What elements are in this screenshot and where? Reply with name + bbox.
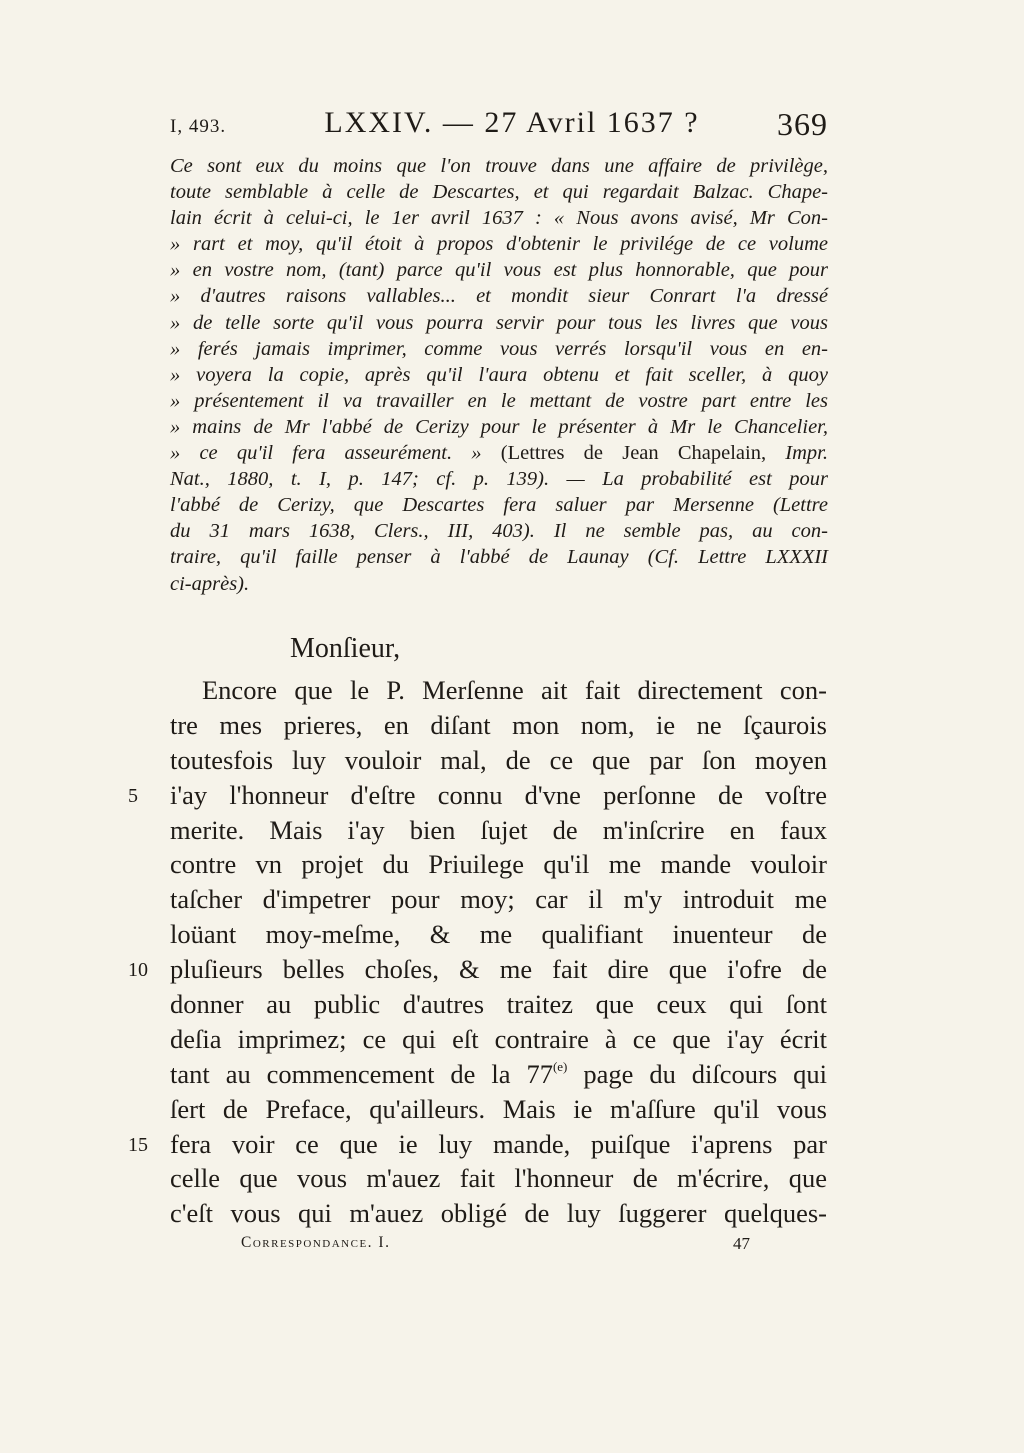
note-text: Impr. bbox=[785, 442, 828, 465]
page-footer bbox=[0, 1230, 1024, 1260]
letter-line: loüant moy-meſme, & me qualifiant inuenteur de bbox=[170, 919, 827, 950]
note-line bbox=[170, 440, 828, 466]
running-head bbox=[0, 106, 1024, 150]
printer-signature: Correspondance. I. bbox=[241, 1234, 391, 1251]
note-text: lain écrit à celui-ci, le 1er avril 1637 : « Nous avons avisé, Mr Con- bbox=[170, 207, 828, 230]
note-text: toute semblable à celle de Descartes, et qui regardait Balzac. Chape- bbox=[170, 181, 828, 204]
letter-line: deſia imprimez; ce qui eſt contraire à ce que i'ay écrit bbox=[170, 1023, 827, 1054]
note-text: » rart et moy, qu'il étoit à propos d'obtenir le privilége de ce volume bbox=[170, 233, 828, 256]
letter-line: i'ay l'honneur d'eſtre connu d'vne perſonne de voſtre bbox=[170, 779, 827, 810]
line-number: 5 bbox=[128, 784, 138, 807]
note-line bbox=[170, 518, 828, 544]
salutation: Monſieur, bbox=[290, 633, 401, 664]
note-line bbox=[170, 544, 828, 570]
note-line bbox=[170, 153, 828, 179]
note-text: » voyera la copie, après qu'il l'aura obtenu et fait sceller, à quoy bbox=[170, 363, 828, 386]
volume-reference: I, 493. bbox=[170, 116, 227, 137]
note-text: » en vostre nom, (tant) parce qu'il vous est plus honnorable, que pour bbox=[170, 259, 828, 282]
note-text: » d'autres raisons vallables... et mondit sieur Conrart l'a dressé bbox=[170, 285, 828, 308]
editorial-note bbox=[170, 153, 828, 597]
note-line bbox=[170, 414, 828, 440]
note-text: » ferés jamais imprimer, comme vous verrés lorsqu'il vous en en- bbox=[170, 337, 828, 360]
letter-line: pluſieurs belles choſes, & me fait dire que i'ofre de bbox=[170, 954, 827, 985]
note-text: l'abbé de Cerizy, que Descartes fera saluer par Mersenne (Lettre bbox=[170, 494, 828, 517]
note-line bbox=[170, 336, 828, 362]
letter-body bbox=[170, 673, 827, 1231]
note-line bbox=[170, 310, 828, 336]
superscript-note: (e) bbox=[552, 1058, 568, 1074]
line-number: 10 bbox=[128, 959, 148, 982]
letter-line: Encore que le P. Merſenne ait fait directement con- bbox=[202, 675, 827, 705]
note-text: » ce qu'il fera asseurément. » bbox=[170, 442, 501, 465]
note-text: » présentement il va travailler en le mettant de vostre part entre les bbox=[170, 389, 828, 412]
letter-line: fera voir ce que ie luy mande, puiſque i'aprens par bbox=[170, 1128, 827, 1159]
letter-line: donner au public d'autres traitez que ceux qui ſont bbox=[170, 989, 827, 1020]
letter-text: page du diſcours qui bbox=[567, 1058, 827, 1089]
letter-line: c'eſt vous qui m'auez obligé de luy ſuggerer quelques- bbox=[170, 1198, 827, 1229]
note-line bbox=[170, 466, 828, 492]
note-line bbox=[170, 362, 828, 388]
note-line bbox=[170, 571, 828, 597]
note-text: Ce sont eux du moins que l'on trouve dans une affaire de privilège, bbox=[170, 155, 828, 177]
note-line bbox=[170, 388, 828, 414]
page-number: 369 bbox=[777, 106, 828, 142]
note-line bbox=[170, 231, 828, 257]
note-text: » mains de Mr l'abbé de Cerizy pour le présenter à Mr le Chancelier, bbox=[170, 415, 828, 438]
letter-line: tre mes prieres, en diſant mon nom, ie ne ſçaurois bbox=[170, 709, 827, 740]
signature-number: 47 bbox=[733, 1234, 750, 1253]
note-line bbox=[170, 205, 828, 231]
letter-line: contre vn projet du Priuilege qu'il me mande vouloir bbox=[170, 849, 827, 880]
note-line bbox=[170, 257, 828, 283]
note-line bbox=[170, 179, 828, 205]
letter-line bbox=[170, 1057, 827, 1092]
note-text: (Lettres de Jean Chapelain, bbox=[500, 442, 786, 465]
letter-line: ſert de Preface, qu'ailleurs. Mais ie m'aſſure qu'il vous bbox=[170, 1093, 827, 1124]
note-text: » de telle sorte qu'il vous pourra servir pour tous les livres que vous bbox=[170, 311, 828, 334]
note-line bbox=[170, 283, 828, 309]
letter-line: celle que vous m'auez fait l'honneur de m'écrire, que bbox=[170, 1163, 827, 1194]
letter-text: tant au commencement de la 77 bbox=[170, 1058, 553, 1089]
letter-heading: LXXIV. — 27 Avril 1637 ? bbox=[324, 106, 700, 139]
note-text: Nat., 1880, t. I, p. 147; cf. p. 139). — La probabilité est pour bbox=[170, 468, 828, 491]
note-line bbox=[170, 492, 828, 518]
letter-line: merite. Mais i'ay bien ſujet de m'inſcrire en faux bbox=[170, 814, 827, 845]
letter-line: taſcher d'impetrer pour moy; car il m'y introduit me bbox=[170, 884, 827, 915]
note-text: traire, qu'il faille penser à l'abbé de Launay (Cf. Lettre LXXXII bbox=[170, 546, 828, 569]
note-text: du 31 mars 1638, Clers., III, 403). Il ne semble pas, au con- bbox=[170, 520, 828, 543]
letter-line: toutesfois luy vouloir mal, de ce que par ſon moyen bbox=[170, 744, 827, 775]
line-number: 15 bbox=[128, 1133, 148, 1156]
note-text: ci-après). bbox=[170, 572, 250, 595]
